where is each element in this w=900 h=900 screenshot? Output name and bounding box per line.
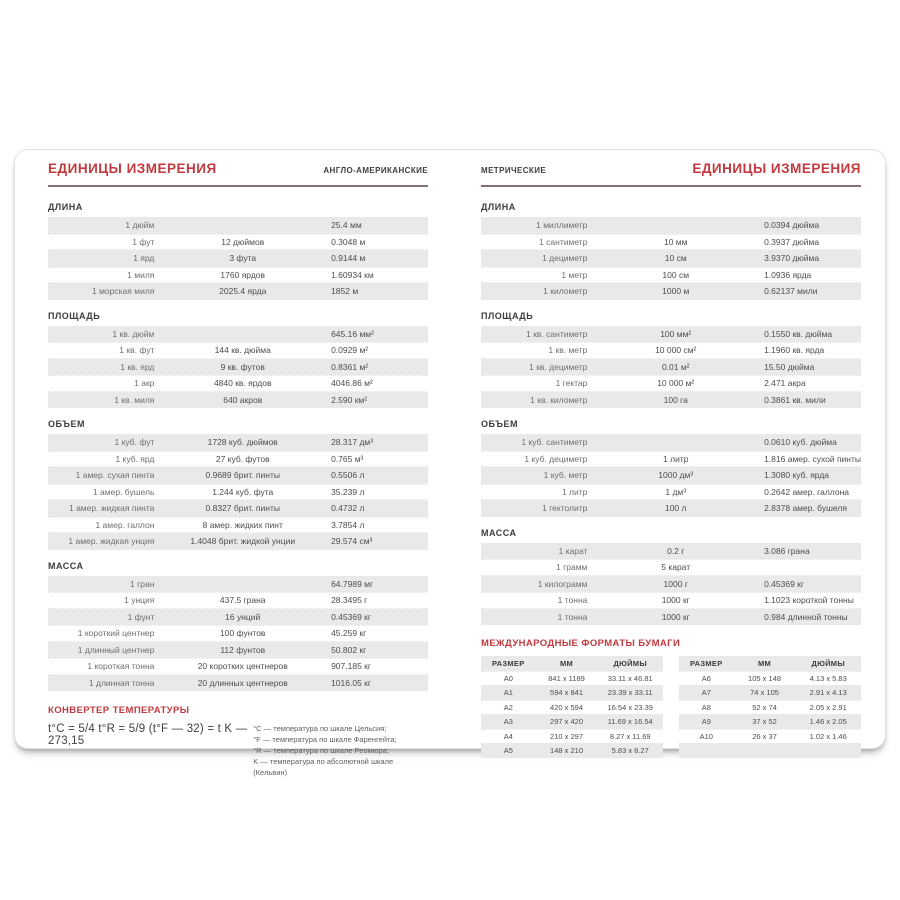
unit-equivalent: 437.5 грана bbox=[219, 595, 266, 606]
unit-row bbox=[481, 592, 861, 609]
unit-row bbox=[481, 609, 861, 626]
unit-name: 1 карат bbox=[558, 545, 588, 556]
paper-column-header: ММ bbox=[757, 658, 772, 668]
unit-section bbox=[48, 561, 428, 692]
temperature-notes bbox=[253, 723, 428, 778]
paper-inches: 1.46 x 2.05 bbox=[809, 716, 847, 726]
unit-name: 1 миля bbox=[127, 269, 155, 280]
unit-row bbox=[481, 267, 861, 284]
unit-name: 1 куб. метр bbox=[543, 470, 588, 481]
paper-table-header-row bbox=[481, 656, 663, 671]
unit-value: 25.4 мм bbox=[331, 220, 362, 231]
unit-name: 1 кв. дюйм bbox=[112, 328, 155, 339]
paper-size: A8 bbox=[701, 702, 711, 712]
unit-value: 45.259 кг bbox=[331, 628, 367, 639]
unit-value: 28.3495 г bbox=[331, 595, 368, 606]
unit-name: 1 тонна bbox=[557, 595, 588, 606]
paper-mm: 37 x 52 bbox=[752, 716, 777, 726]
paper-inches: 4.13 x 5.83 bbox=[809, 673, 847, 683]
paper-table-header-row bbox=[679, 656, 861, 671]
unit-name: 1 ярд bbox=[133, 253, 155, 264]
unit-row bbox=[48, 642, 428, 659]
paper-mm: 52 x 74 bbox=[752, 702, 777, 712]
unit-row bbox=[481, 283, 861, 300]
paper-inches: 23.39 x 33.11 bbox=[607, 687, 653, 697]
unit-value: 0.8361 м² bbox=[331, 361, 369, 372]
paper-table-a0-a5 bbox=[481, 656, 663, 758]
unit-row bbox=[481, 392, 861, 409]
unit-row bbox=[48, 326, 428, 343]
unit-value: 0.0610 куб. дюйма bbox=[764, 437, 837, 448]
unit-equivalent: 1.244 куб. фута bbox=[212, 486, 274, 497]
unit-equivalent: 640 акров bbox=[223, 394, 263, 405]
section-title: МАССА bbox=[48, 560, 84, 571]
unit-name: 1 амер. сухая пинта bbox=[75, 470, 155, 481]
unit-row bbox=[481, 543, 861, 560]
paper-row bbox=[679, 700, 861, 715]
paper-row bbox=[481, 714, 663, 729]
unit-row bbox=[48, 267, 428, 284]
unit-row bbox=[48, 283, 428, 300]
unit-name: 1 куб. ярд bbox=[115, 453, 155, 464]
unit-name: 1 дециметр bbox=[542, 253, 588, 264]
unit-equivalent: 1.4048 брит. жидкой унции bbox=[190, 536, 296, 547]
left-unit-sections bbox=[48, 202, 428, 691]
unit-value: 15.50 дюйма bbox=[764, 361, 815, 372]
unit-value: 3.7854 л bbox=[331, 519, 365, 530]
unit-name: 1 килограмм bbox=[537, 578, 588, 589]
unit-row bbox=[481, 217, 861, 234]
unit-value: 1.1023 короткой тонны bbox=[764, 595, 854, 606]
paper-size: A2 bbox=[503, 702, 513, 712]
unit-value: 0.765 м³ bbox=[331, 453, 364, 464]
unit-row bbox=[48, 592, 428, 609]
unit-value: 0.984 длинной тонны bbox=[764, 611, 848, 622]
unit-value: 1.60934 км bbox=[331, 269, 374, 280]
unit-row bbox=[48, 533, 428, 550]
unit-equivalent: 1000 дм³ bbox=[658, 470, 694, 481]
unit-value: 2.471 акра bbox=[764, 378, 806, 389]
unit-equivalent: 8 амер. жидких пинт bbox=[202, 519, 283, 530]
paper-column-header: ДЮЙМЫ bbox=[811, 658, 845, 668]
paper-mm: 841 x 1189 bbox=[548, 673, 585, 683]
unit-row bbox=[481, 342, 861, 359]
paper-row bbox=[481, 685, 663, 700]
unit-row bbox=[481, 250, 861, 267]
unit-value: 29.574 см³ bbox=[331, 536, 373, 547]
paper-row bbox=[481, 729, 663, 744]
unit-row bbox=[481, 234, 861, 251]
paper-formats-title: МЕЖДУНАРОДНЫЕ ФОРМАТЫ БУМАГИ bbox=[481, 638, 681, 649]
unit-value: 0.0394 дюйма bbox=[764, 220, 820, 231]
page-title: ЕДИНИЦЫ ИЗМЕРЕНИЯ bbox=[692, 161, 861, 176]
unit-equivalent: 2025.4 ярда bbox=[219, 286, 267, 297]
unit-equivalent: 1000 г bbox=[663, 578, 688, 589]
unit-equivalent: 0.8327 брит. пинты bbox=[205, 503, 280, 514]
unit-section bbox=[481, 311, 861, 409]
temperature-converter-title: КОНВЕРТЕР ТЕМПЕРАТУРЫ bbox=[48, 705, 190, 716]
unit-equivalent: 1000 кг bbox=[661, 611, 690, 622]
section-title: МАССА bbox=[481, 527, 517, 538]
unit-value: 1.0936 ярда bbox=[764, 269, 812, 280]
unit-value: 645.16 мм² bbox=[331, 328, 374, 339]
unit-row bbox=[48, 359, 428, 376]
paper-size: A0 bbox=[503, 673, 513, 683]
unit-row bbox=[48, 250, 428, 267]
paper-inches: 5.83 x 8.27 bbox=[611, 745, 649, 755]
page-right bbox=[481, 161, 861, 755]
unit-equivalent: 10 мм bbox=[663, 236, 688, 247]
unit-equivalent: 100 мм² bbox=[660, 328, 692, 339]
unit-equivalent: 10 000 м² bbox=[657, 378, 695, 389]
paper-mm: 594 x 841 bbox=[550, 687, 583, 697]
unit-value: 0.0929 м² bbox=[331, 345, 369, 356]
unit-name: 1 тонна bbox=[557, 611, 588, 622]
unit-row bbox=[48, 658, 428, 675]
unit-section bbox=[481, 202, 861, 300]
unit-equivalent: 9 кв. футов bbox=[220, 361, 265, 372]
temperature-formula: t°C = 5/4 t°R = 5/9 (t°F — 32) = t K — 273,15 bbox=[48, 723, 248, 747]
paper-inches: 2.91 x 4.13 bbox=[809, 687, 847, 697]
page-left bbox=[48, 161, 428, 777]
section-title: ДЛИНА bbox=[481, 202, 516, 212]
unit-value: 1.816 амер. сухой пинты bbox=[764, 453, 861, 464]
unit-name: 1 сантиметр bbox=[539, 236, 588, 247]
paper-size: A5 bbox=[503, 745, 513, 755]
unit-row bbox=[481, 359, 861, 376]
paper-formats-tables bbox=[481, 656, 861, 758]
unit-value: 3.9370 дюйма bbox=[764, 253, 820, 264]
unit-equivalent: 112 фунтов bbox=[220, 644, 266, 655]
paper-size: A7 bbox=[701, 687, 711, 697]
paper-row bbox=[481, 743, 663, 758]
unit-value: 2.590 км² bbox=[331, 394, 368, 405]
unit-value: 35.239 л bbox=[331, 486, 365, 497]
unit-name: 1 кв. ярд bbox=[120, 361, 155, 372]
unit-name: 1 длинный центнер bbox=[77, 644, 155, 655]
paper-size: A9 bbox=[701, 716, 711, 726]
paper-size: A1 bbox=[503, 687, 513, 697]
temperature-note: °R — температура по шкале Реомюра; bbox=[253, 746, 389, 755]
paper-mm: 74 x 105 bbox=[750, 687, 779, 697]
unit-equivalent: 144 кв. дюйма bbox=[214, 345, 271, 356]
paper-row bbox=[679, 743, 861, 758]
paper-size: A4 bbox=[503, 731, 513, 741]
section-title: ОБЪЕМ bbox=[481, 419, 518, 429]
unit-equivalent: 100 га bbox=[663, 394, 688, 405]
unit-equivalent: 1 литр bbox=[663, 453, 689, 464]
unit-row bbox=[48, 392, 428, 409]
unit-section bbox=[48, 311, 428, 409]
unit-equivalent: 20 коротких центнеров bbox=[197, 661, 288, 672]
temperature-note: °C — температура по шкале Цельсия; bbox=[253, 724, 387, 733]
paper-formats bbox=[481, 638, 861, 758]
unit-name: 1 фут bbox=[132, 236, 155, 247]
unit-name: 1 кв. миля bbox=[114, 394, 155, 405]
unit-name: 1 кв. дециметр bbox=[529, 361, 588, 372]
unit-name: 1 куб. сантиметр bbox=[521, 437, 588, 448]
unit-row bbox=[48, 234, 428, 251]
unit-equivalent: 27 куб. футов bbox=[215, 453, 270, 464]
unit-row bbox=[481, 484, 861, 501]
paper-size: A6 bbox=[701, 673, 711, 683]
unit-value: 3.086 грана bbox=[764, 545, 810, 556]
section-title: ПЛОЩАДЬ bbox=[481, 310, 534, 321]
unit-value: 0.1550 кв. дюйма bbox=[764, 328, 833, 339]
unit-row bbox=[48, 517, 428, 534]
unit-row bbox=[481, 434, 861, 451]
unit-row bbox=[48, 342, 428, 359]
unit-equivalent: 1000 м bbox=[662, 286, 690, 297]
unit-name: 1 амер. бушель bbox=[92, 486, 155, 497]
paper-mm: 26 x 37 bbox=[752, 731, 777, 741]
temperature-note: °F — температура по шкале Фаренгейта; bbox=[253, 735, 397, 744]
unit-section bbox=[48, 419, 428, 550]
temperature-converter bbox=[48, 705, 428, 778]
unit-value: 64.7989 мг bbox=[331, 578, 374, 589]
unit-value: 1852 м bbox=[331, 286, 359, 297]
page-subtitle: МЕТРИЧЕСКИЕ bbox=[481, 166, 547, 175]
page-subtitle: АНГЛО-АМЕРИКАНСКИЕ bbox=[323, 166, 428, 175]
unit-equivalent: 16 унций bbox=[225, 611, 261, 622]
unit-row bbox=[481, 375, 861, 392]
paper-inches: 33.11 x 46.81 bbox=[607, 673, 653, 683]
unit-name: 1 амер. галлон bbox=[95, 519, 155, 530]
unit-row bbox=[481, 576, 861, 593]
unit-equivalent: 3 фута bbox=[229, 253, 257, 264]
unit-name: 1 амер. жидкая унция bbox=[68, 536, 155, 547]
unit-equivalent: 100 л bbox=[664, 503, 687, 514]
unit-row bbox=[481, 467, 861, 484]
unit-name: 1 гран bbox=[130, 578, 155, 589]
paper-column-header: ДЮЙМЫ bbox=[613, 658, 647, 668]
unit-row bbox=[481, 559, 861, 576]
unit-section bbox=[48, 202, 428, 300]
unit-equivalent: 10 см bbox=[664, 253, 687, 264]
unit-row bbox=[48, 467, 428, 484]
paper-size: A3 bbox=[503, 716, 513, 726]
paper-mm: 420 x 594 bbox=[550, 702, 583, 712]
unit-equivalent: 1 дм³ bbox=[665, 486, 687, 497]
unit-name: 1 длинная тонна bbox=[88, 677, 155, 688]
paper-column-header: ММ bbox=[559, 658, 574, 668]
diary-spread bbox=[14, 149, 886, 777]
unit-section bbox=[481, 419, 861, 517]
paper-table-a6-a10 bbox=[679, 656, 861, 758]
page-right-header bbox=[481, 161, 861, 187]
unit-value: 0.3048 м bbox=[331, 236, 366, 247]
paper-inches: 1.02 x 1.46 bbox=[809, 731, 847, 741]
unit-name: 1 миллиметр bbox=[536, 220, 588, 231]
section-title: ОБЪЕМ bbox=[48, 419, 85, 429]
unit-name: 1 кв. фут bbox=[119, 345, 155, 356]
unit-name: 1 куб. фут bbox=[114, 437, 155, 448]
section-title: ДЛИНА bbox=[48, 202, 83, 212]
unit-name: 1 короткий центнер bbox=[77, 628, 155, 639]
unit-row bbox=[48, 675, 428, 692]
unit-equivalent: 12 дюймов bbox=[221, 236, 265, 247]
unit-row bbox=[48, 484, 428, 501]
unit-equivalent: 20 длинных центнеров bbox=[197, 677, 288, 688]
unit-name: 1 фунт bbox=[127, 611, 155, 622]
unit-value: 1.1960 кв. ярда bbox=[764, 345, 825, 356]
unit-value: 0.5506 л bbox=[331, 470, 365, 481]
paper-inches: 2.05 x 2.91 bbox=[809, 702, 847, 712]
unit-name: 1 гектолитр bbox=[542, 503, 588, 514]
unit-row bbox=[481, 451, 861, 468]
unit-name: 1 унция bbox=[124, 595, 155, 606]
unit-equivalent: 100 см bbox=[662, 269, 690, 280]
paper-inches: 11.69 x 16.54 bbox=[607, 716, 653, 726]
temperature-converter-body bbox=[48, 723, 428, 778]
paper-mm: 210 x 297 bbox=[550, 731, 583, 741]
unit-row bbox=[48, 576, 428, 593]
unit-name: 1 кв. километр bbox=[530, 394, 588, 405]
unit-name: 1 куб. дециметр bbox=[524, 453, 588, 464]
unit-row bbox=[481, 326, 861, 343]
unit-name: 1 гектар bbox=[555, 378, 588, 389]
unit-name: 1 кв. сантиметр bbox=[526, 328, 588, 339]
paper-row bbox=[679, 714, 861, 729]
unit-value: 0.3861 кв. мили bbox=[764, 394, 826, 405]
unit-row bbox=[48, 217, 428, 234]
paper-row bbox=[481, 700, 663, 715]
unit-value: 4046.86 м² bbox=[331, 378, 373, 389]
right-unit-sections bbox=[481, 202, 861, 625]
unit-name: 1 морская миля bbox=[92, 286, 155, 297]
paper-inches: 8.27 x 11.69 bbox=[609, 731, 651, 741]
temperature-note: K — температура по абсолютной шкале (Кельвин) bbox=[253, 757, 394, 777]
unit-equivalent: 100 фунтов bbox=[220, 628, 266, 639]
unit-name: 1 кв. метр bbox=[548, 345, 588, 356]
unit-equivalent: 1000 кг bbox=[661, 595, 690, 606]
page-left-header bbox=[48, 161, 428, 187]
unit-equivalent: 0.2 г bbox=[667, 545, 685, 556]
unit-name: 1 короткая тонна bbox=[87, 661, 155, 672]
unit-name: 1 литр bbox=[561, 486, 588, 497]
unit-name: 1 акр bbox=[134, 378, 155, 389]
paper-inches: 16.54 x 23.39 bbox=[607, 702, 653, 712]
unit-value: 0.2642 амер. галлона bbox=[764, 486, 849, 497]
unit-name: 1 грамм bbox=[556, 562, 588, 573]
page-title: ЕДИНИЦЫ ИЗМЕРЕНИЯ bbox=[48, 161, 217, 176]
unit-name: 1 километр bbox=[543, 286, 588, 297]
unit-equivalent: 1728 куб. дюймов bbox=[207, 437, 278, 448]
unit-value: 50.802 кг bbox=[331, 644, 367, 655]
paper-mm: 105 x 148 bbox=[748, 673, 781, 683]
unit-row bbox=[481, 500, 861, 517]
unit-value: 1016.05 кг bbox=[331, 677, 371, 688]
paper-size: A10 bbox=[699, 731, 713, 741]
unit-row bbox=[48, 375, 428, 392]
unit-value: 1.3080 куб. ярда bbox=[764, 470, 830, 481]
unit-row bbox=[48, 625, 428, 642]
paper-column-header: РАЗМЕР bbox=[492, 658, 525, 668]
unit-name: 1 дюйм bbox=[125, 220, 155, 231]
unit-value: 0.3937 дюйма bbox=[764, 236, 820, 247]
unit-row bbox=[48, 451, 428, 468]
unit-value: 0.62137 мили bbox=[764, 286, 818, 297]
unit-value: 0.4732 л bbox=[331, 503, 365, 514]
unit-value: 28.317 дм³ bbox=[331, 437, 374, 448]
unit-equivalent: 0.9689 брит. пинты bbox=[205, 470, 280, 481]
unit-value: 0.45369 кг bbox=[331, 611, 371, 622]
unit-row bbox=[48, 609, 428, 626]
paper-row bbox=[679, 685, 861, 700]
unit-name: 1 амер. жидкая пинта bbox=[68, 503, 155, 514]
section-title: ПЛОЩАДЬ bbox=[48, 310, 101, 321]
unit-equivalent: 10 000 см² bbox=[655, 345, 697, 356]
unit-value: 907.185 кг bbox=[331, 661, 371, 672]
paper-mm: 148 x 210 bbox=[550, 745, 583, 755]
unit-section bbox=[481, 528, 861, 626]
unit-value: 0.45369 кг bbox=[764, 578, 804, 589]
unit-equivalent: 0.01 м² bbox=[661, 361, 690, 372]
unit-equivalent: 1760 ярдов bbox=[220, 269, 266, 280]
paper-column-header: РАЗМЕР bbox=[690, 658, 723, 668]
unit-name: 1 метр bbox=[561, 269, 588, 280]
paper-row bbox=[679, 671, 861, 686]
paper-mm: 297 x 420 bbox=[550, 716, 583, 726]
unit-row bbox=[48, 434, 428, 451]
paper-row bbox=[481, 671, 663, 686]
unit-value: 0.9144 м bbox=[331, 253, 366, 264]
unit-value: 2.8378 амер. бушеля bbox=[764, 503, 847, 514]
unit-row bbox=[48, 500, 428, 517]
unit-equivalent: 4840 кв. ярдов bbox=[213, 378, 272, 389]
unit-equivalent: 5 карат bbox=[661, 562, 691, 573]
paper-row bbox=[679, 729, 861, 744]
